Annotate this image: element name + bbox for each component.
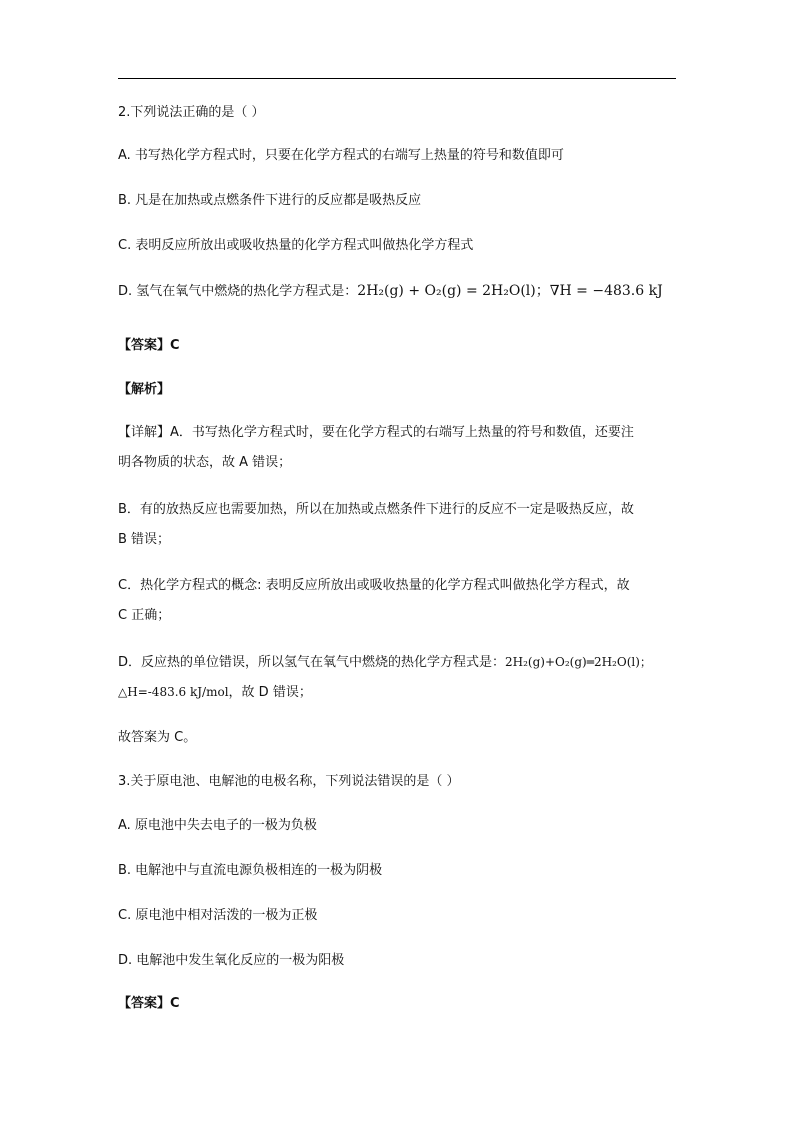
q3-option-a: A. 原电池中失去电子的一极为负极	[118, 818, 317, 833]
q2-option-a: A. 书写热化学方程式时，只要在化学方程式的右端写上热量的符号和数值即可	[118, 148, 564, 163]
q2-option-d-text: D. 氢气在氧气中燃烧的热化学方程式是：	[118, 284, 358, 299]
q3-stem: 3.关于原电池、电解池的电极名称，下列说法错误的是（ ）	[118, 774, 460, 789]
q3-option-b: B. 电解池中与直流电源负极相连的一极为阴极	[118, 863, 383, 878]
q2-detail-c-line1: C．热化学方程式的概念: 表明反应所放出或吸收热量的化学方程式叫做热化学方程式，故	[118, 578, 630, 593]
q2-detail-a-line2: 明各物质的状态，故 A 错误；	[118, 455, 292, 470]
q2-option-c: C. 表明反应所放出或吸收热量的化学方程式叫做热化学方程式	[118, 238, 474, 253]
q3-option-c: C. 原电池中相对活泼的一极为正极	[118, 908, 318, 923]
q2-detail-d-line1-text: D．反应热的单位错误，所以氢气在氧气中燃烧的热化学方程式是：	[118, 655, 506, 670]
q2-detail-d-line2-text: ，故 D 错误；	[228, 685, 312, 700]
header-rule	[118, 78, 676, 79]
q2-stem: 2.下列说法正确的是（ ）	[118, 105, 265, 120]
q2-detail-d-line2	[118, 684, 312, 701]
q2-detail-d-line2-equation: △H=-483.6 kJ/mol	[118, 685, 229, 699]
q2-option-b: B. 凡是在加热或点燃条件下进行的反应都是吸热反应	[118, 193, 422, 208]
q2-detail-d-line1-equation: 2H₂(g)+O₂(g)═2H₂O(l)；	[505, 655, 652, 669]
q2-answer: 【答案】C	[118, 338, 180, 353]
q2-detail-c-line2: C 正确；	[118, 608, 171, 623]
q2-detail-a-line1: 【详解】A．书写热化学方程式时，要在化学方程式的右端写上热量的符号和数值，还要注	[118, 425, 634, 440]
q2-detail-d-line1	[118, 654, 652, 671]
q2-option-d	[118, 283, 663, 300]
q2-detail-b-line2: B 错误；	[118, 532, 171, 547]
q2-analysis-heading: 【解析】	[118, 382, 171, 397]
q3-answer: 【答案】C	[118, 996, 180, 1011]
q2-option-d-equation: 2H₂(g) + O₂(g) = 2H₂O(l)；∇H = −483.6 kJ	[357, 283, 663, 299]
q2-detail-b-line1: B．有的放热反应也需要加热，所以在加热或点燃条件下进行的反应不一定是吸热反应，故	[118, 502, 634, 517]
q2-conclusion: 故答案为 C。	[118, 730, 197, 745]
q3-option-d: D. 电解池中发生氧化反应的一极为阳极	[118, 953, 345, 968]
